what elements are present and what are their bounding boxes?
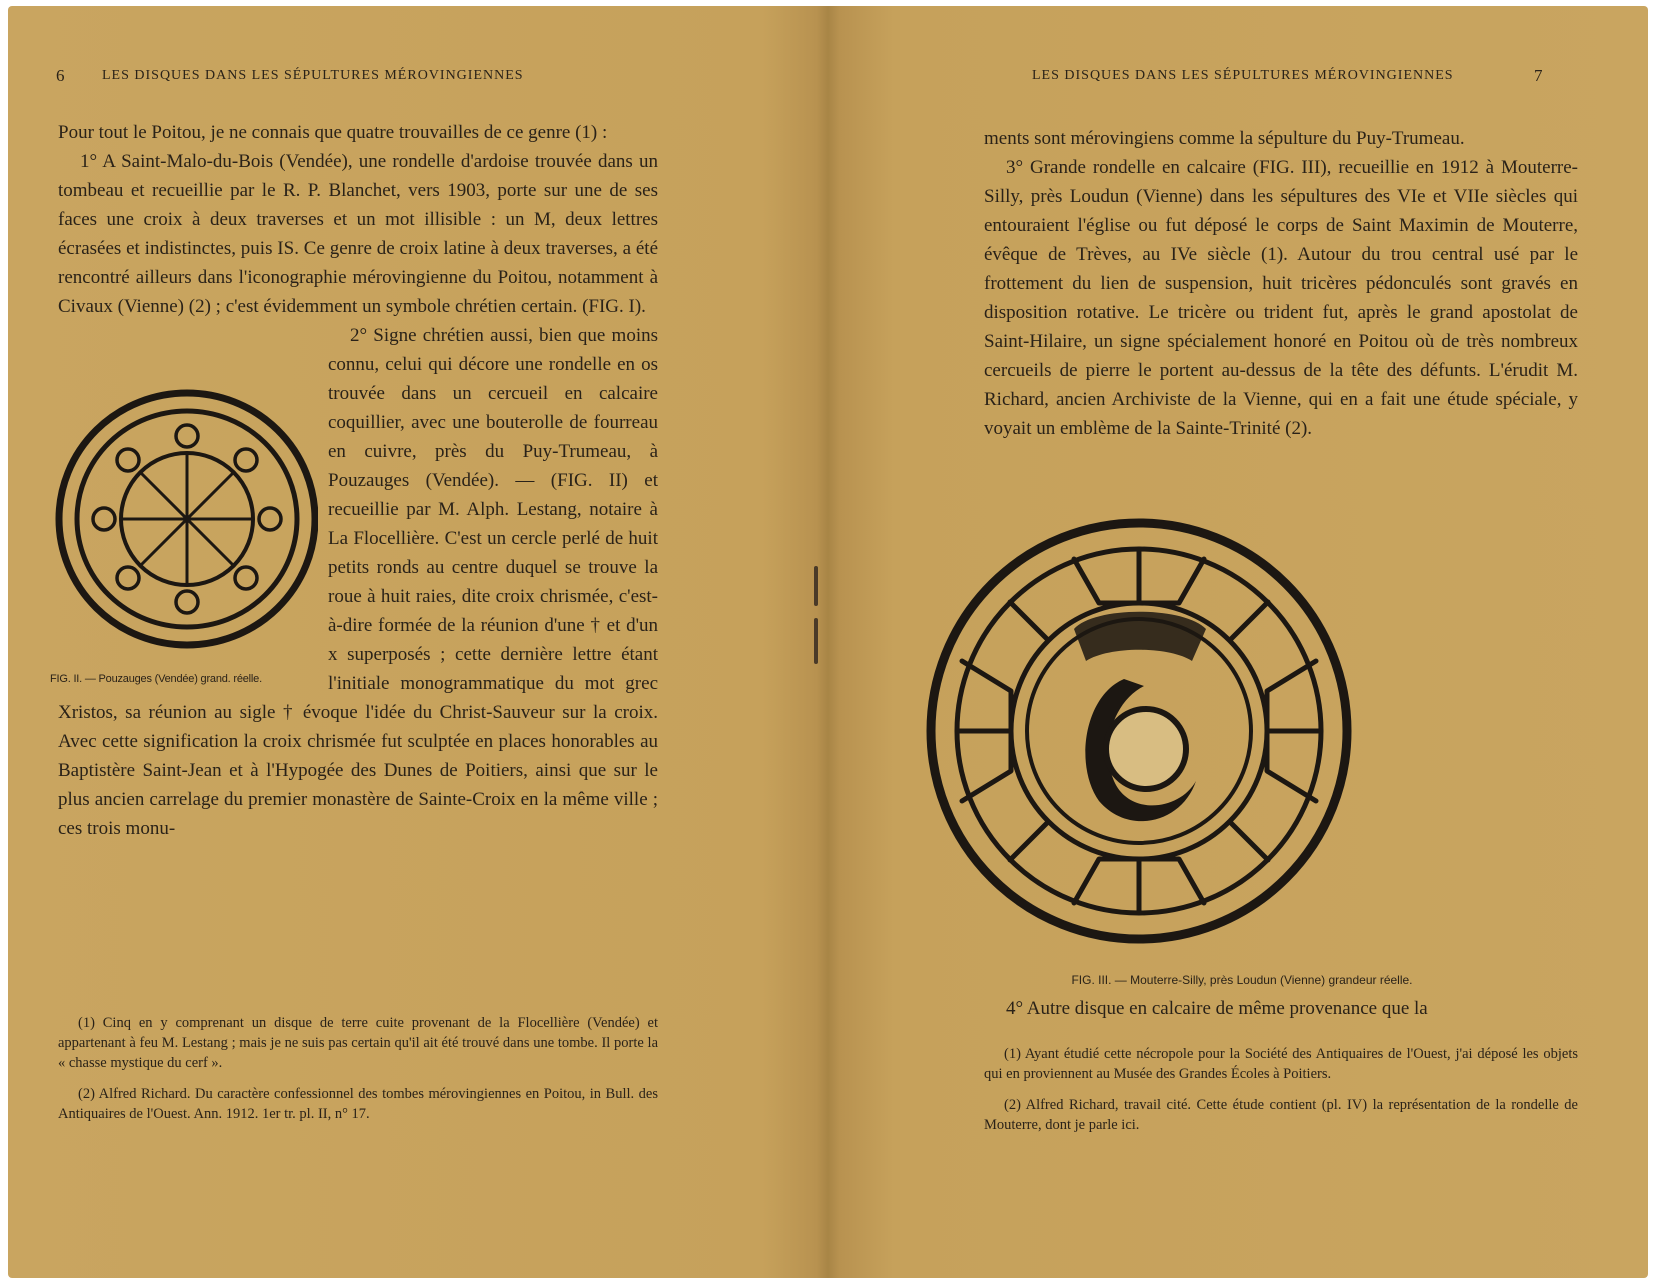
right-page — [836, 6, 1648, 1278]
left-paragraph-2: 1° A Saint-Malo-du-Bois (Vendée), une rondelle d'ardoise trouvée dans un tombeau et recueillie par le R. P. Blanchet, vers 1903, porte sur une de ses faces une croix à deux traverses et un mot illisible : un M, deux lettres écrasées et indistinctes, puis IS. Ce genre de croix latine à deux traverses, a été rencontré ailleurs dans l'iconographie mérovingienne du Poitou, notamment à Civaux (Vienne) (2) ; c'est évidemment un symbole chrétien certain. (FIG. I). — [58, 151, 658, 317]
left-footnotes — [58, 1013, 658, 1135]
right-paragraph-3: 4° Autre disque en calcaire de même provenance que la — [1006, 998, 1428, 1019]
figure-3-mouterre-disc — [924, 511, 1354, 951]
book-spread — [8, 6, 1648, 1278]
figure-2-disc-drawing — [50, 381, 318, 661]
binding-stitch-upper — [814, 566, 818, 606]
left-paragraph-3-wrap — [50, 321, 658, 843]
left-body-text — [50, 118, 658, 843]
left-page-number: 6 — [56, 66, 65, 85]
right-footnote-1: (1) Ayant étudié cette nécropole pour la Société des Antiquaires de l'Ouest, j'ai déposé les objets qui en proviennent au Musée des Grandes Écoles à Poitiers. — [984, 1046, 1578, 1082]
right-footnote-2: (2) Alfred Richard, travail cité. Cette étude contient (pl. IV) la représentation de la rondelle de Mouterre, dont je parle ici. — [984, 1097, 1578, 1133]
right-body-text — [984, 124, 1578, 443]
right-footnotes — [984, 1044, 1578, 1146]
right-paragraph-3-wrap — [984, 994, 1578, 1023]
figure-2-pouzauges — [50, 381, 318, 685]
right-page-number: 7 — [1534, 66, 1543, 85]
left-footnote-2: (2) Alfred Richard. Du caractère confessionnel des tombes mérovingiennes en Poitou, in Bull. des Antiquaires de l'Ouest. Ann. 1912. 1er tr. pl. II, n° 17. — [58, 1086, 658, 1122]
left-paragraph-3: 2° Signe chrétien aussi, bien que moins connu, celui qui décore une rondelle en os trouvée dans un cercueil en calcaire coquillier, avec une bouterolle de fourreau en cuivre, près du Puy-Trumeau, à Pouzauges (Vendée). — (FIG. II) et recueillie par M. Alph. Lestang, notaire à La Flocellière. C'est un cercle perlé de huit petits ronds au centre duquel se trouve la roue à huit raies, dite croix chrismée, c'est-à-dire formée de la réunion d'une † et d'un x superposés ; cette dernière lettre étant l'initiale monogrammatique du mot grec Xristos, sa réunion au sigle † évoque l'idée du Christ-Sauveur sur la croix. Avec cette signification la croix chrismée fut sculptée en places honorables au Baptistère Saint-Jean et à l'Hypogée des Dunes de Poitiers, ainsi que sur le plus ancien carrelage du premier monastère de Sainte-Croix en la même ville ; ces trois monu- — [58, 325, 658, 839]
left-footnote-1: (1) Cinq en y comprenant un disque de terre cuite provenant de la Flocellière (Vendée) et appartenant à feu M. Lestang ; mais je ne suis pas certain qu'il ait été trouvé dans une tombe. Il porte la « chasse mystique du cerf ». — [58, 1015, 658, 1071]
binding-stitch-lower — [814, 618, 818, 664]
figure-2-caption: FIG. II. — Pouzauges (Vendée) grand. réelle. — [50, 673, 262, 685]
left-paragraph-1: Pour tout le Poitou, je ne connais que quatre trouvailles de ce genre (1) : — [58, 122, 608, 143]
left-running-head: LES DISQUES DANS LES SÉPULTURES MÉROVINGIENNES — [102, 68, 524, 83]
right-running-head: LES DISQUES DANS LES SÉPULTURES MÉROVINGIENNES — [1032, 68, 1454, 83]
left-page — [8, 6, 820, 1278]
right-paragraph-1: ments sont mérovingiens comme la sépulture du Puy-Trumeau. — [984, 128, 1465, 149]
right-paragraph-2: 3° Grande rondelle en calcaire (FIG. III), recueillie en 1912 à Mouterre-Silly, près Loudun (Vienne) dans les sépultures des VIe et VIIe siècles qui entouraient l'église ou fut déposé le corps de Saint Maximin de Mouterre, évêque de Trèves, au IVe siècle (1). Autour du trou central usé par le frottement du lien de suspension, huit tricères pédonculés sont gravés en disposition rotative. Le tricère ou trident fut, après le grand apostolat de Saint-Hilaire, un signe spécialement honoré en Poitou où de très nombreux cercueils de pierre le portent au-dessus de la tête des défunts. L'érudit M. Richard, ancien Archiviste de la Vienne, qui en a fait une étude spéciale, y voyait un emblème de la Sainte-Trinité (2). — [984, 157, 1578, 439]
figure-3-caption: FIG. III. — Mouterre-Silly, près Loudun (Vienne) grandeur réelle. — [1071, 973, 1413, 987]
